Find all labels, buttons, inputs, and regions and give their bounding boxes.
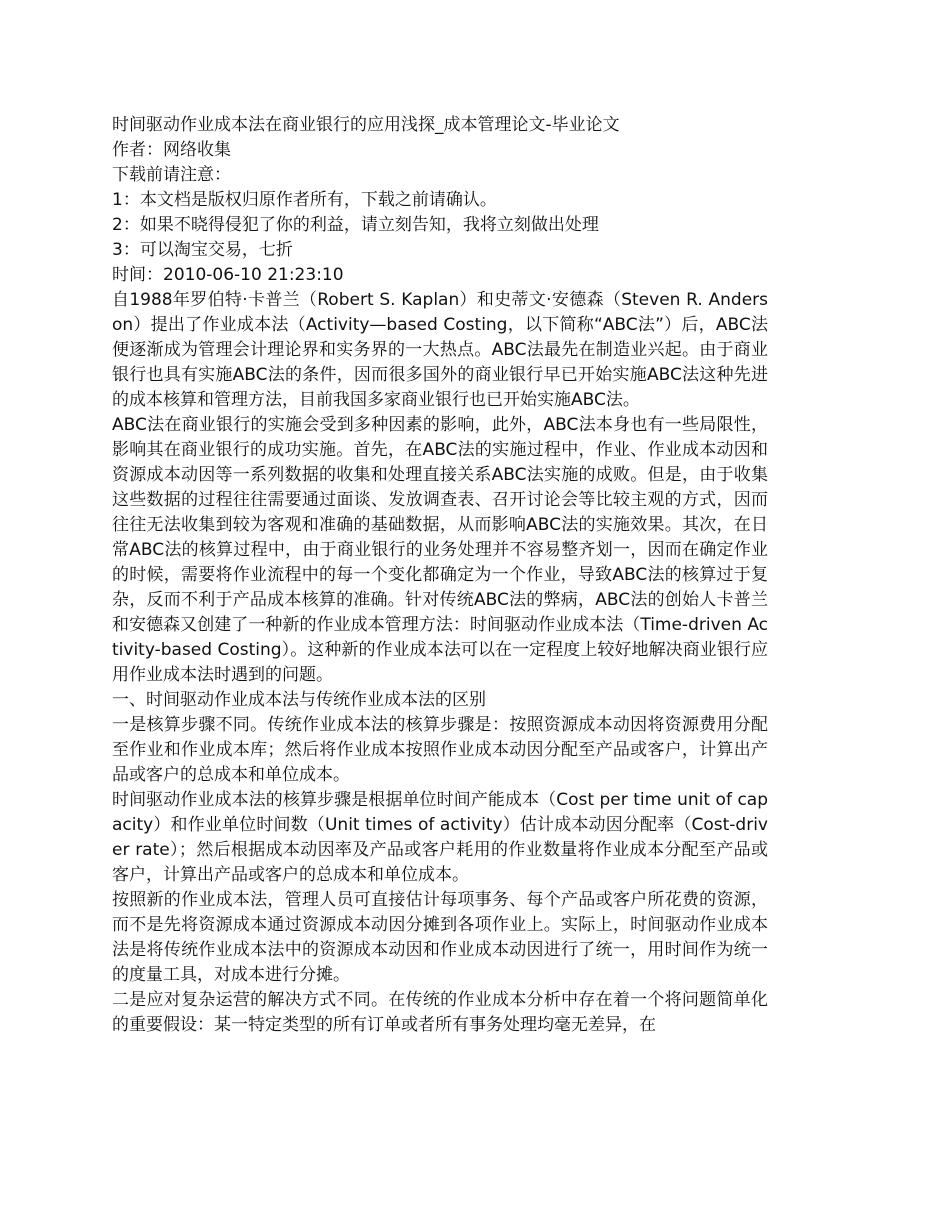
body-paragraph: 时间驱动作业成本法的核算步骤是根据单位时间产能成本（Cost per time unit of capacity）和作业单位时间数（Unit times of activity）估计成本动因分配率（Cost-driver rate）；然后根据成本动因率及产品或客户耗用的作业数量将作业成本分配至产品或客户，计算出产品或客户的总成本和单位成本。 [112, 790, 768, 885]
timestamp-line: 时间：2010-06-10 21:23:10 [112, 265, 344, 285]
notice-heading: 下载前请注意： [112, 165, 231, 185]
body-paragraph: 自1988年罗伯特·卡普兰（Robert S. Kaplan）和史蒂文·安德森（Steven R. Anderson）提出了作业成本法（Activity—based Costing，以下简称“ABC法”）后，ABC法便逐渐成为管理会计理论界和实务界的一大热点。ABC法最先在制造业兴起。由于商业银行也具有实施ABC法的条件，因而很多国外的商业银行早已开始实施ABC法这种先进的成本核算和管理方法，目前我国多家商业银行也已开始实施ABC法。 [112, 290, 768, 410]
section-heading: 一、时间驱动作业成本法与传统作业成本法的区别 [112, 690, 486, 710]
notice-item-2: 2：如果不晓得侵犯了你的利益，请立刻告知，我将立刻做出处理 [112, 215, 599, 235]
body-paragraph: 按照新的作业成本法，管理人员可直接估计每项事务、每个产品或客户所花费的资源，而不是先将资源成本通过资源成本动因分摊到各项作业上。实际上，时间驱动作业成本法是将传统作业成本法中的资源成本动因和作业成本动因进行了统一，用时间作为统一的度量工具，对成本进行分摊。 [112, 890, 768, 985]
document-title: 时间驱动作业成本法在商业银行的应用浅探_成本管理论文-毕业论文 [112, 115, 620, 135]
body-paragraph: 二是应对复杂运营的解决方式不同。在传统的作业成本分析中存在着一个将问题简单化的重要假设：某一特定类型的所有订单或者所有事务处理均毫无差异，在 [112, 990, 768, 1035]
document-page [112, 113, 768, 1038]
notice-item-1: 1：本文档是版权归原作者所有，下载之前请确认。 [112, 190, 497, 210]
body-paragraph: 一是核算步骤不同。传统作业成本法的核算步骤是：按照资源成本动因将资源费用分配至作业和作业成本库；然后将作业成本按照作业成本动因分配至产品或客户，计算出产品或客户的总成本和单位成本。 [112, 715, 768, 785]
notice-item-3: 3：可以淘宝交易，七折 [112, 240, 293, 260]
body-paragraph: ABC法在商业银行的实施会受到多种因素的影响，此外，ABC法本身也有一些局限性，影响其在商业银行的成功实施。首先，在ABC法的实施过程中，作业、作业成本动因和资源成本动因等一系列数据的收集和处理直接关系ABC法实施的成败。但是，由于收集这些数据的过程往往需要通过面谈、发放调查表、召开讨论会等比较主观的方式，因而往往无法收集到较为客观和准确的基础数据，从而影响ABC法的实施效果。其次，在日常ABC法的核算过程中，由于商业银行的业务处理并不容易整齐划一，因而在确定作业的时候，需要将作业流程中的每一个变化都确定为一个作业，导致ABC法的核算过于复杂，反而不利于产品成本核算的准确。针对传统ABC法的弊病，ABC法的创始人卡普兰和安德森又创建了一种新的作业成本管理方法：时间驱动作业成本法（Time-driven Activity-based Costing）。这种新的作业成本法可以在一定程度上较好地解决商业银行应用作业成本法时遇到的问题。 [112, 415, 768, 685]
author-line: 作者：网络收集 [112, 140, 231, 160]
